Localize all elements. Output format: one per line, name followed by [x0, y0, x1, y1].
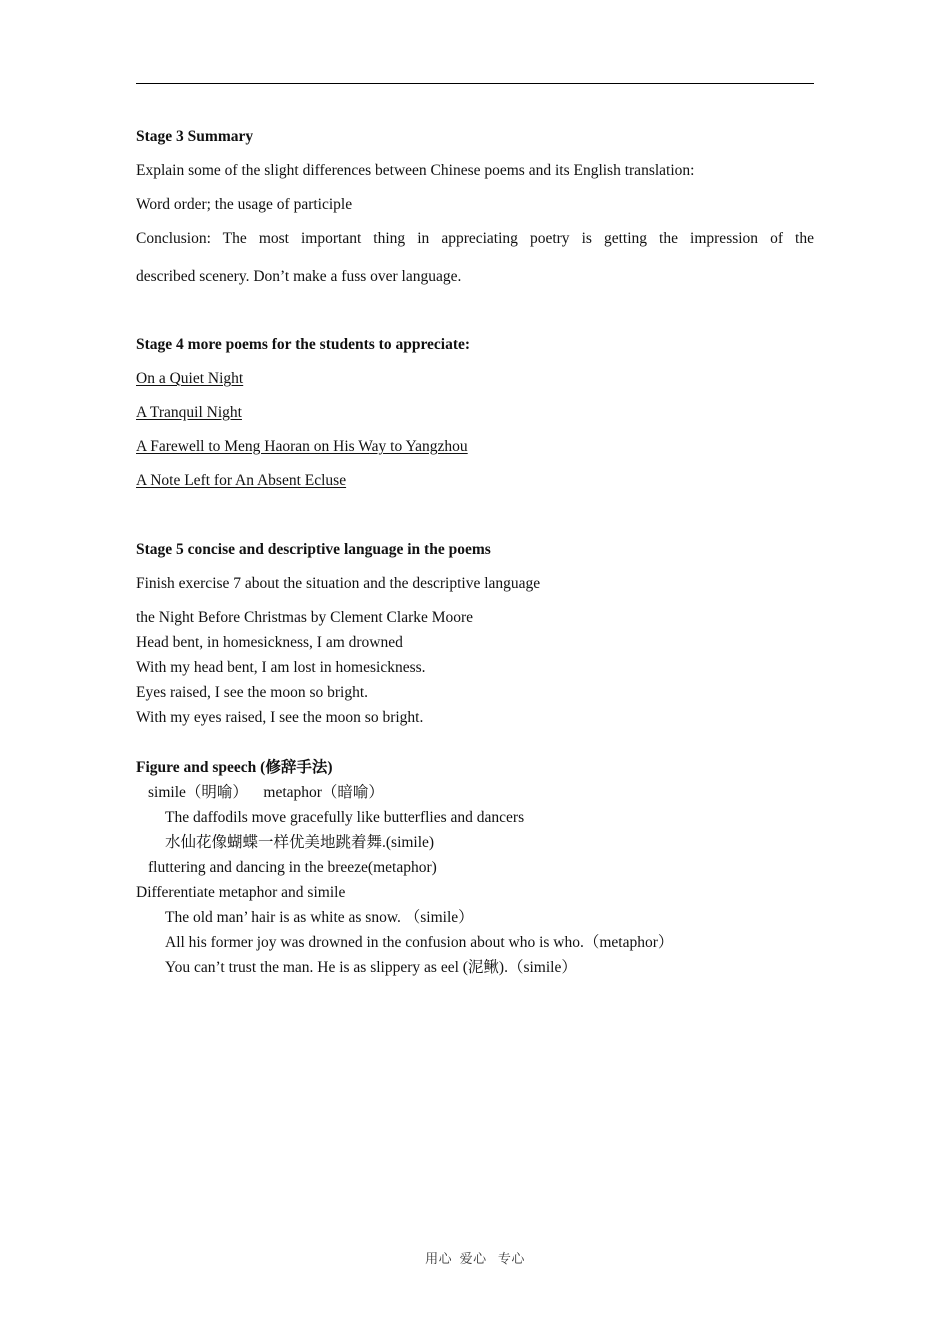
figure-heading: Figure and speech (修辞手法): [136, 759, 333, 776]
header-rule: [136, 83, 814, 84]
stage5-instruction: Finish exercise 7 about the situation and the descriptive language: [136, 575, 541, 592]
page-footer: 用心 爱心 专心: [425, 1251, 525, 1266]
stage3-line: Explain some of the slight differences between Chinese poems and its English translation:: [136, 162, 695, 179]
figure-example: The daffodils move gracefully like butterflies and dancers: [165, 809, 525, 826]
stage3-heading: Stage 3 Summary: [136, 128, 254, 145]
figure-example: The old man’ hair is as white as snow. （simile）: [165, 909, 474, 926]
poem-line: With my eyes raised, I see the moon so bright.: [136, 709, 424, 726]
conclusion-line: Conclusion: The most important thing in appreciating poetry is getting the impression of the: [136, 230, 814, 247]
poem-link[interactable]: On a Quiet Night: [136, 370, 244, 387]
figure-types: simile（明喻） metaphor（暗喻）: [148, 784, 384, 801]
poem-line: the Night Before Christmas by Clement Clarke Moore: [136, 609, 474, 626]
stage4-heading: Stage 4 more poems for the students to appreciate:: [136, 336, 471, 353]
conclusion-line: described scenery. Don’t make a fuss over language.: [136, 268, 462, 285]
figure-example: All his former joy was drowned in the confusion about who is who.（metaphor）: [165, 934, 674, 951]
differentiate-line: Differentiate metaphor and simile: [136, 884, 346, 901]
poem-line: Head bent, in homesickness, I am drowned: [136, 634, 403, 651]
poem-link[interactable]: A Tranquil Night: [136, 404, 242, 421]
stage3-line: Word order; the usage of participle: [136, 196, 353, 213]
poem-link[interactable]: A Note Left for An Absent Ecluse: [136, 472, 347, 489]
figure-example: 水仙花像蝴蝶一样优美地跳着舞.(simile): [165, 834, 435, 851]
figure-example: fluttering and dancing in the breeze(metaphor): [148, 859, 437, 876]
figure-example: You can’t trust the man. He is as slippery as eel (泥鳅).（simile）: [165, 959, 577, 976]
poem-line: With my head bent, I am lost in homesickness.: [136, 659, 426, 676]
poem-link[interactable]: A Farewell to Meng Haoran on His Way to Yangzhou: [136, 438, 468, 455]
poem-line: Eyes raised, I see the moon so bright.: [136, 684, 369, 701]
stage5-heading: Stage 5 concise and descriptive language in the poems: [136, 541, 491, 558]
